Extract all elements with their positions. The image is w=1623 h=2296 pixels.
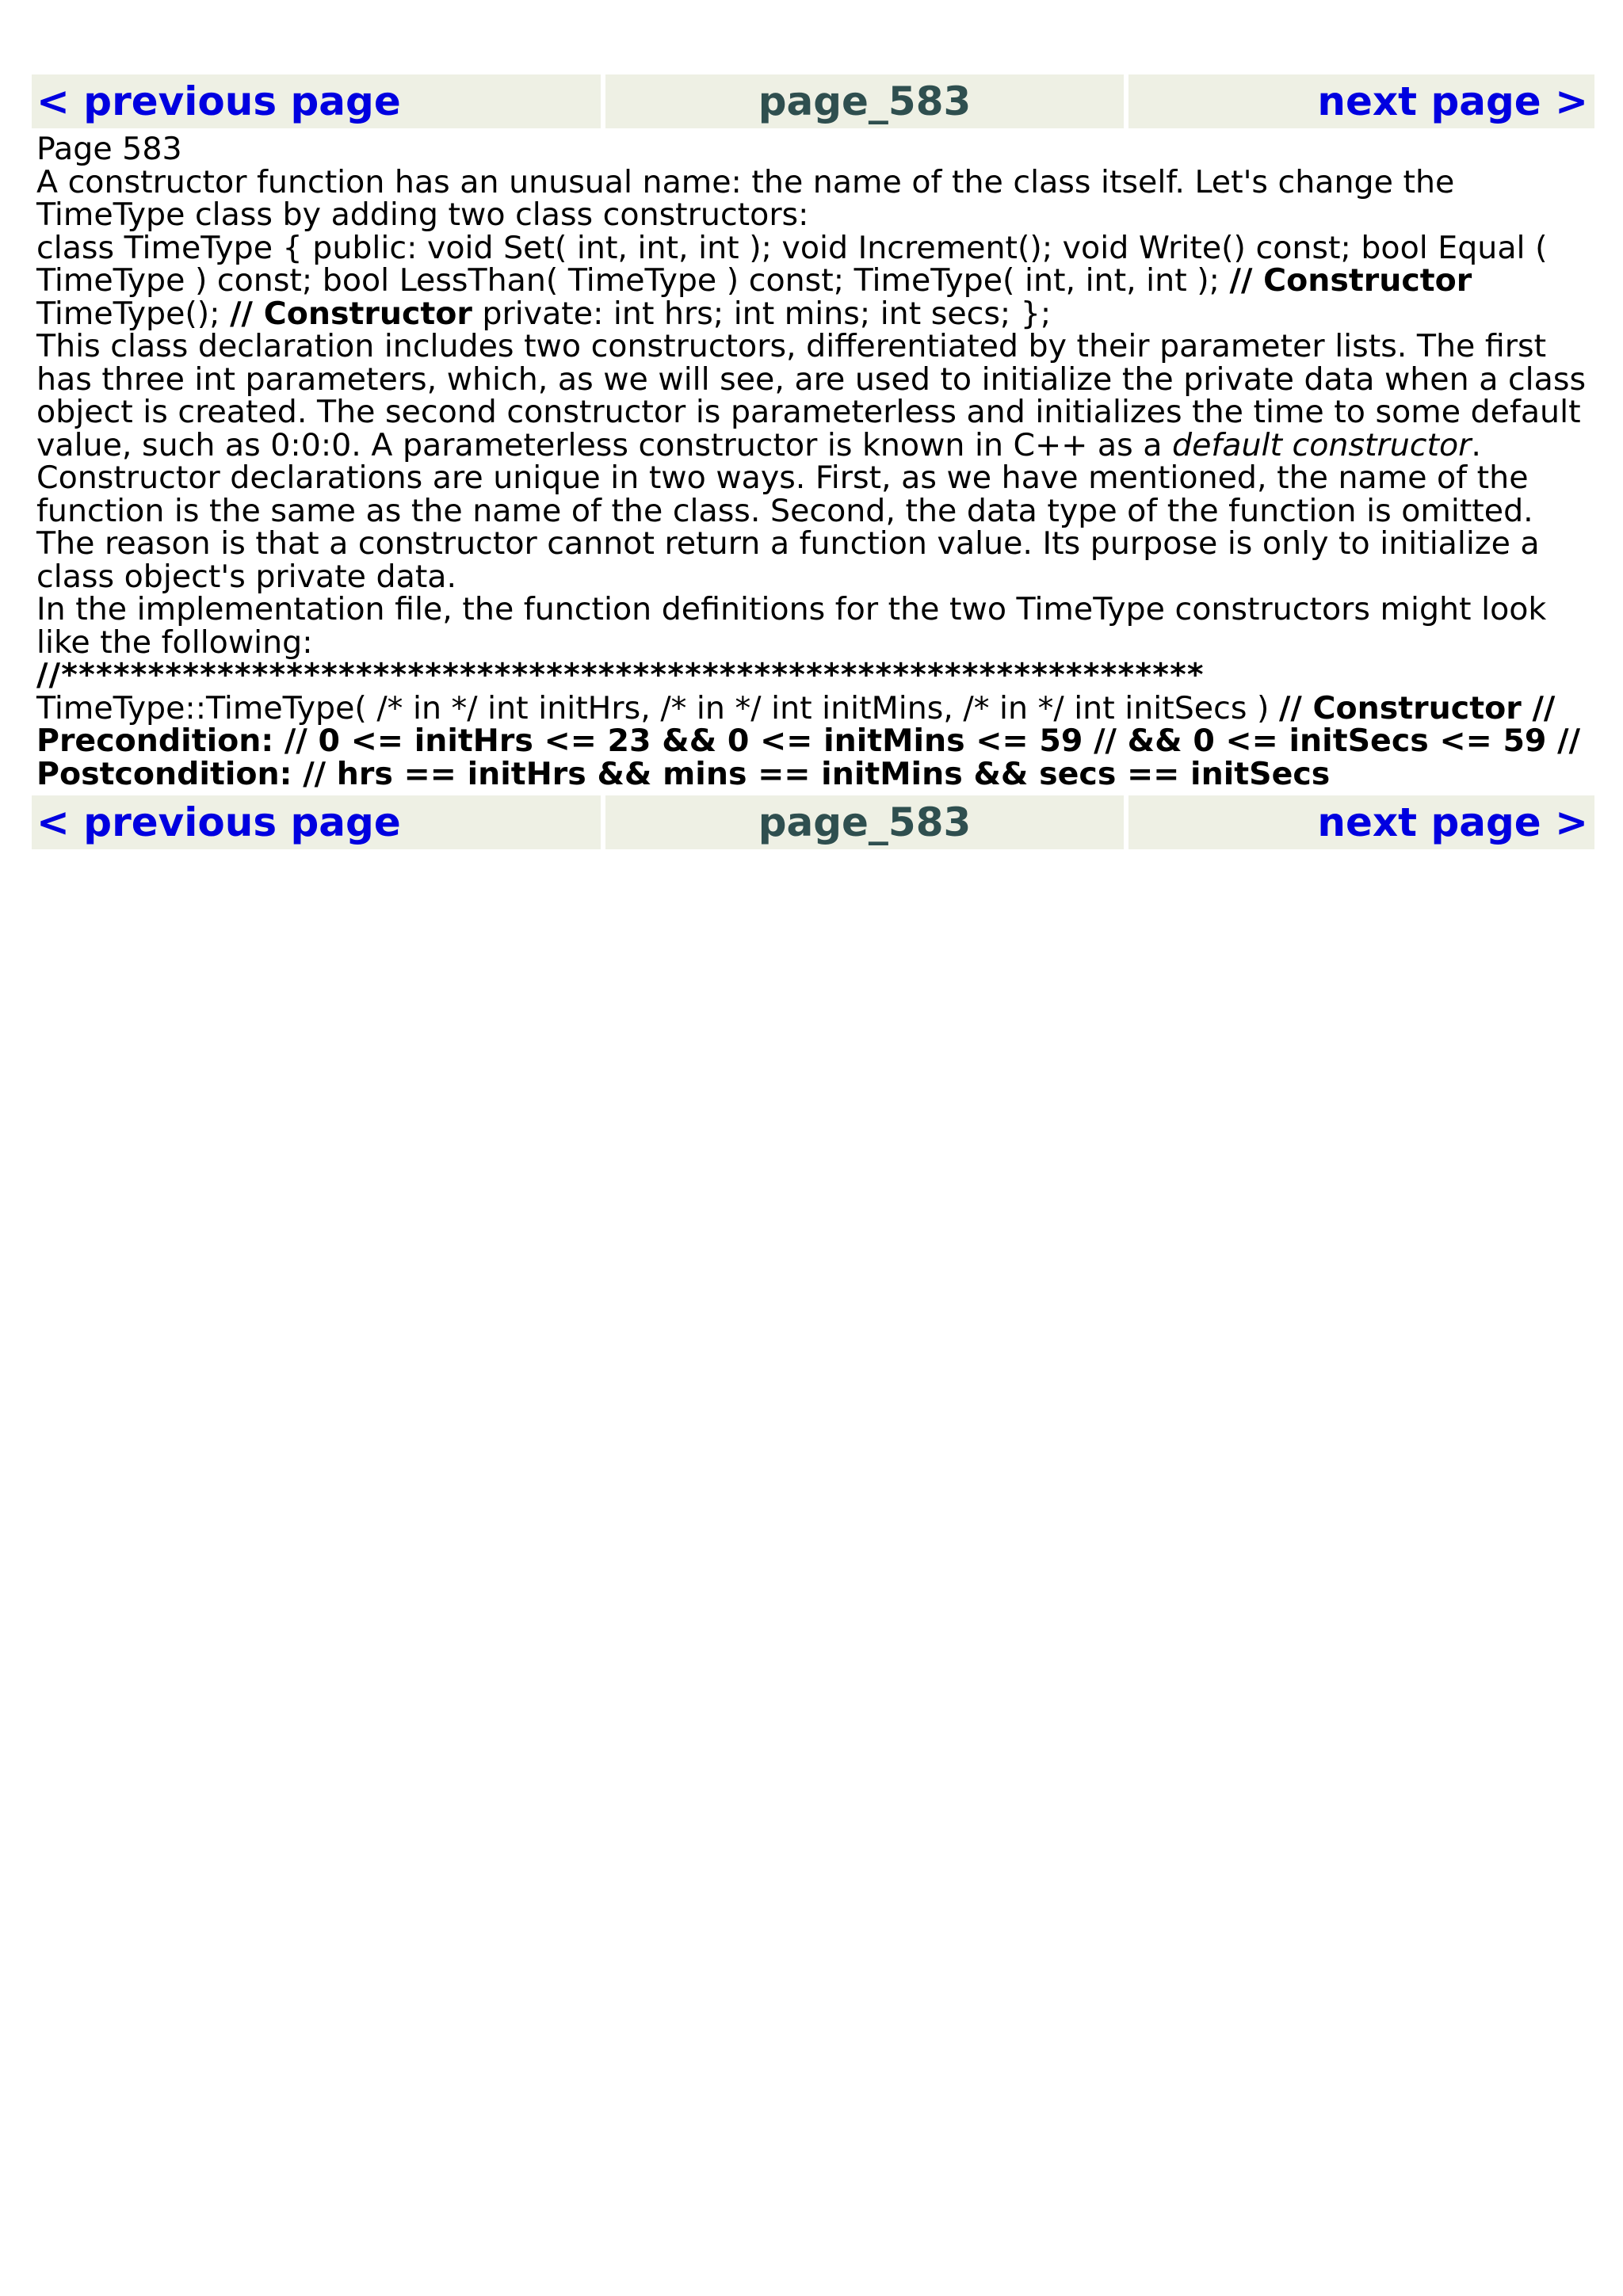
page-wrapper [32, 74, 1594, 849]
emphasis-term: default constructor [1172, 426, 1472, 463]
next-page-link[interactable]: next page > [1128, 74, 1594, 128]
code-text: TimeType::TimeType( /* in */ int initHrs, /* in */ int initMins, /* in */ int initSecs ) [36, 689, 1279, 727]
paragraph-declarations: Constructor declarations are unique in two ways. First, as we have mentioned, the name of the function is the same as the name of the class. Second, the data type of the function is omitted. The reason is that a constructor cannot return a function value. Its purpose is only to initialize a class object's private data. [36, 460, 1540, 595]
code-text: class TimeType { public: void Set( int, int, int ); void Increment(); void Write() const; bool Equal ( TimeType ) const; bool LessThan( TimeType ) const; TimeType( int, int, int ); [36, 229, 1548, 299]
code-separator: //****************************************************************** [36, 659, 1205, 692]
paragraph-text: . [1471, 426, 1481, 463]
code-constructor-definition [36, 689, 1591, 792]
paragraph-text: This class declaration includes two constructors, differentiated by their parameter lists. The first has three int parameters, which, as we will see, are used to initialize the private data when a class object is created. The second constructor is parameterless and initializes the time to some default value, such as 0:0:0. A parameterless constructor is known in C++ as a [36, 328, 1587, 463]
code-text: TimeType(); [36, 295, 231, 332]
paragraph-implementation: In the implementation file, the function definitions for the two TimeType constructors might look like the following: [36, 591, 1547, 661]
code-text: private: int hrs; int mins; int secs; }; [472, 295, 1052, 332]
code-comment: // Constructor [230, 295, 472, 332]
page-indicator: page_583 [605, 795, 1124, 849]
paragraph-constructors [36, 330, 1591, 462]
previous-page-link[interactable]: < previous page [32, 74, 601, 128]
page-heading: Page 583 [36, 131, 182, 167]
previous-page-link[interactable]: < previous page [32, 795, 601, 849]
code-comment: // Constructor // Precondition: // 0 <= initHrs <= 23 && 0 <= initMins <= 59 // && 0 <= initSecs <= 59 // Postcondition: // hrs == initHrs && mins == initMins && secs == initSecs [36, 689, 1581, 792]
paragraph-intro: A constructor function has an unusual name: the name of the class itself. Let's change the TimeType class by adding two class constructors: [36, 163, 1455, 233]
code-class-declaration [36, 229, 1591, 332]
page-content [32, 128, 1594, 792]
page-indicator: page_583 [605, 74, 1124, 128]
next-page-link[interactable]: next page > [1128, 795, 1594, 849]
top-navigation-bar [32, 74, 1594, 128]
bottom-navigation-bar [32, 795, 1594, 849]
code-comment: // Constructor [1229, 262, 1472, 299]
